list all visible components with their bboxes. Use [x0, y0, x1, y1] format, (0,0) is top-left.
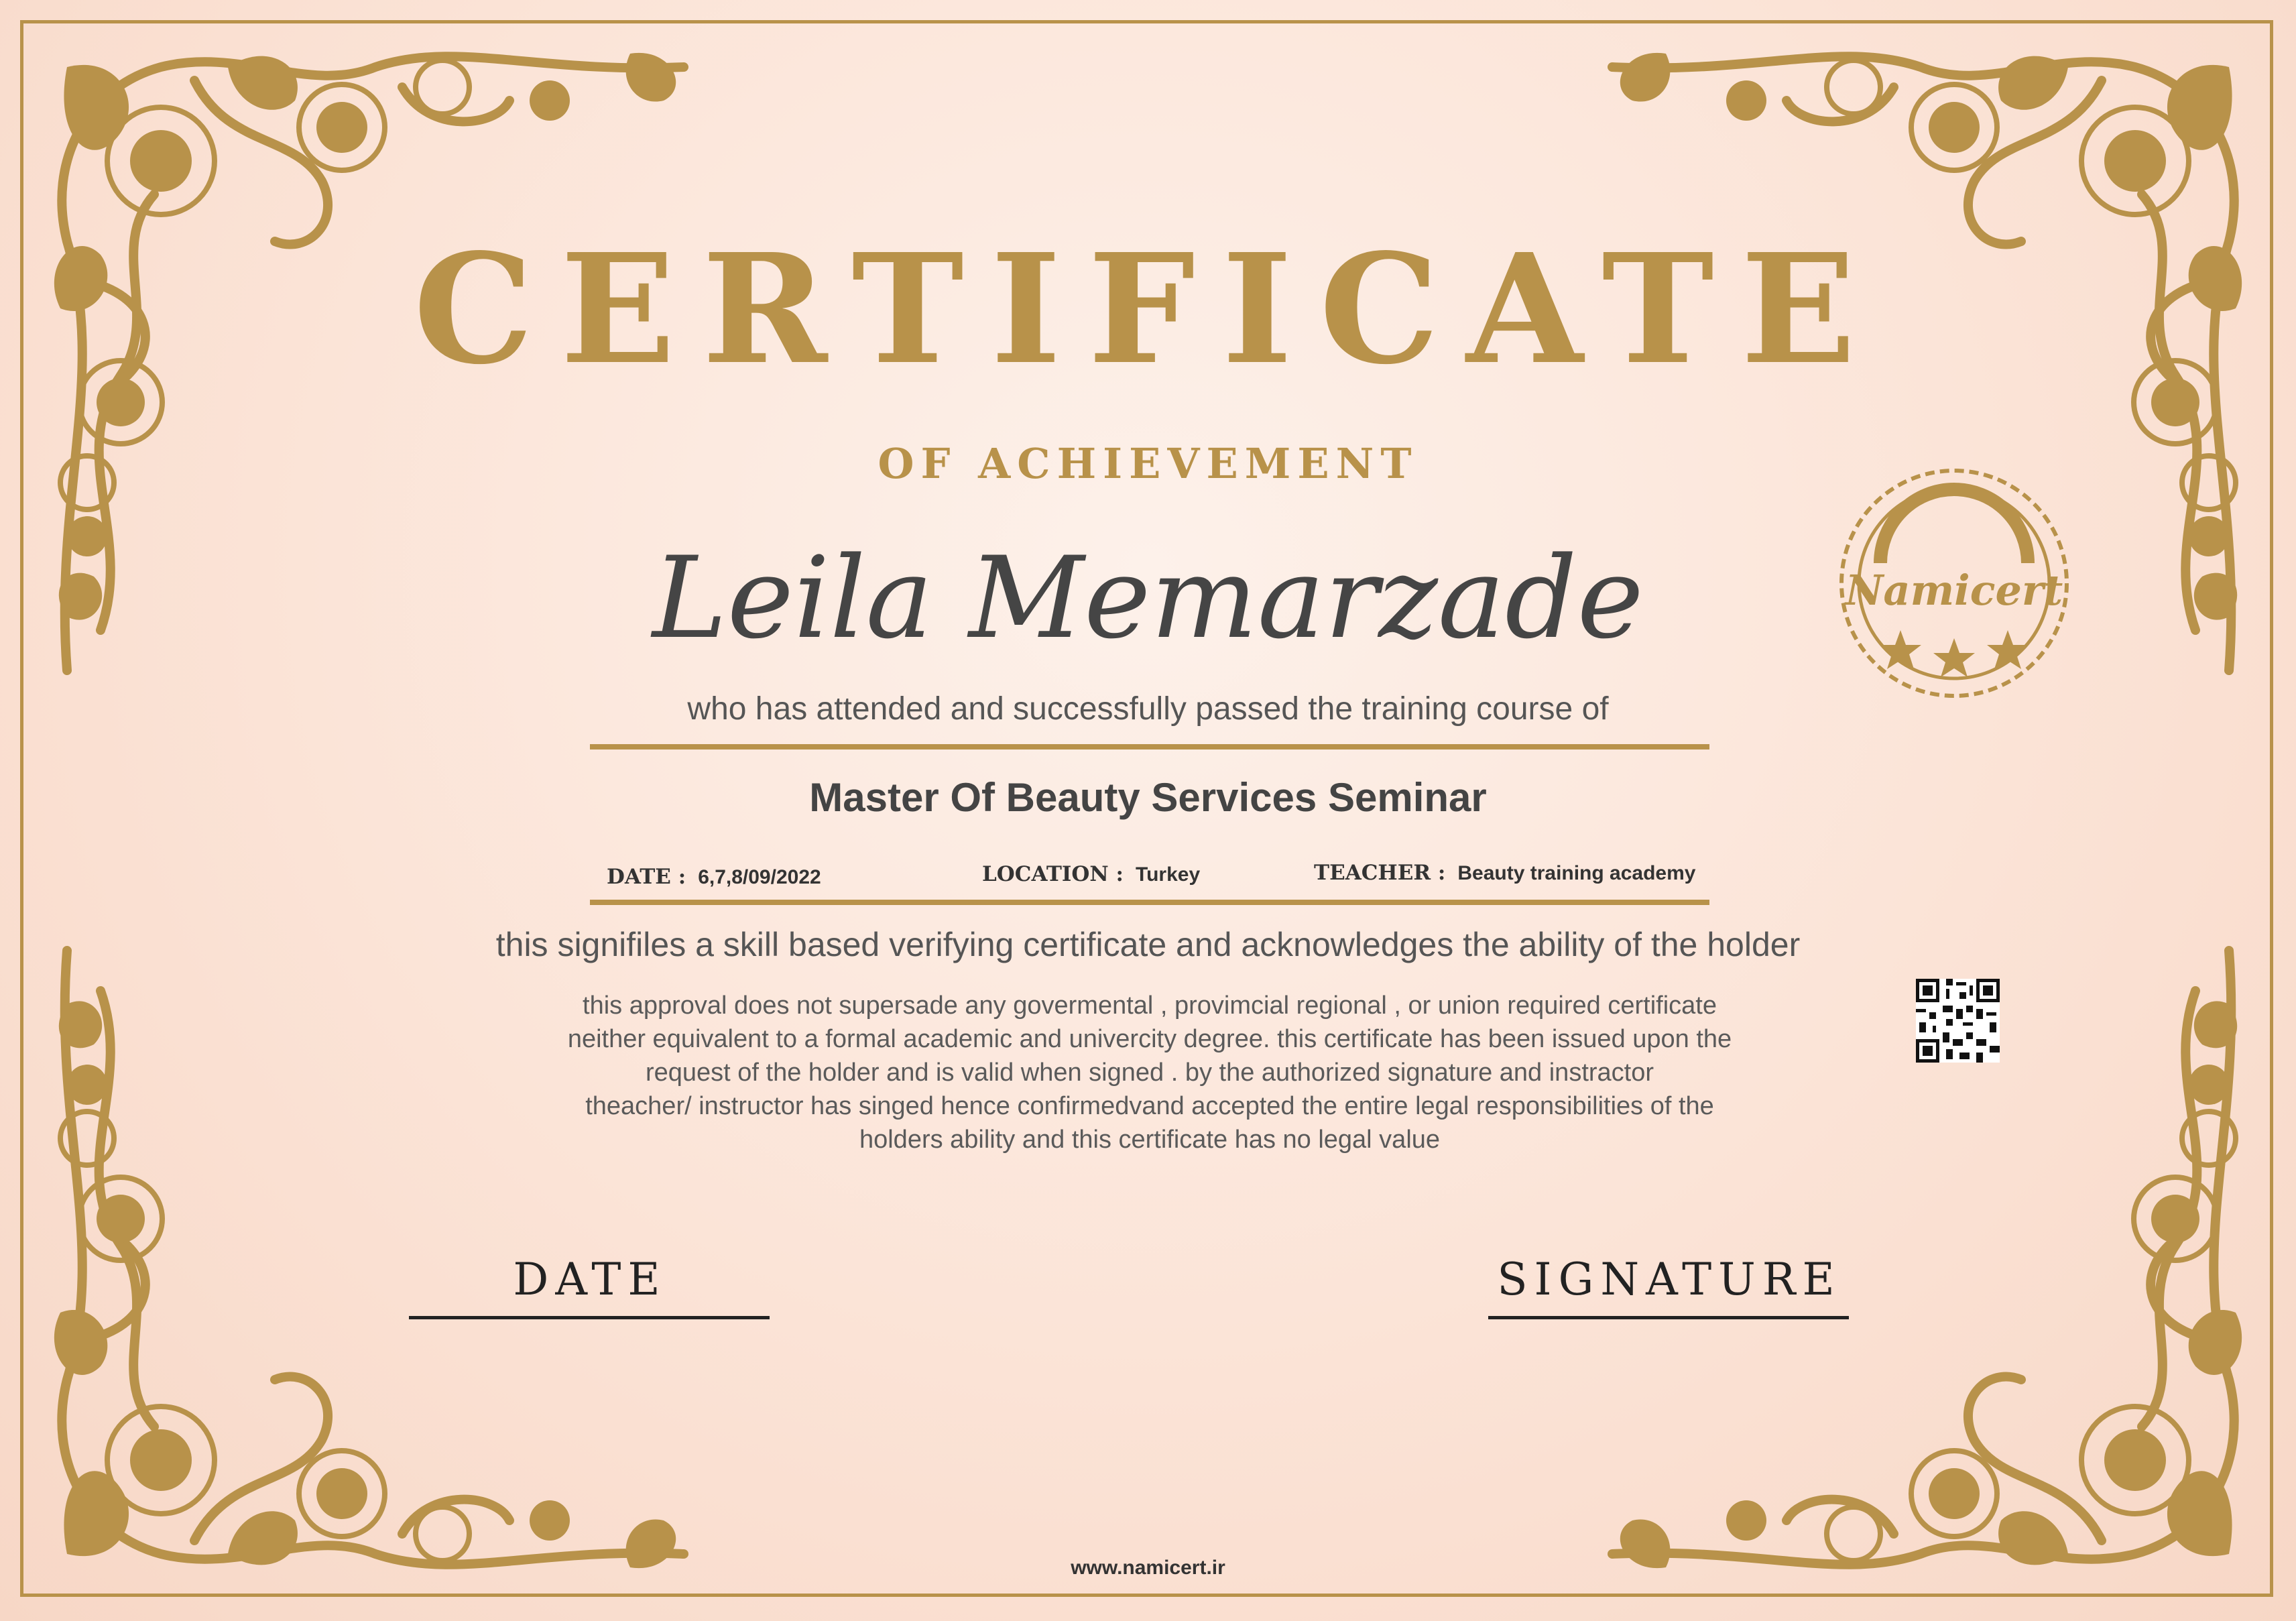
- attended-statement: who has attended and successfully passed the training course of: [687, 691, 1609, 727]
- date-signature-line: [409, 1316, 770, 1319]
- teacher-label: TEACHER :: [1314, 861, 1446, 885]
- legal-disclaimer: [530, 989, 1770, 1156]
- teacher-value: Beauty training academy: [1457, 862, 1696, 884]
- seal-graphic: [1833, 463, 2075, 704]
- seal-brand-text: Namicert: [1845, 566, 2063, 615]
- signifies-statement: this signifiles a skill based verifying certificate and acknowledges the ability of the holder: [495, 926, 1801, 963]
- qr-code[interactable]: [1916, 979, 2000, 1063]
- signature-line: [1488, 1316, 1849, 1319]
- legal-line: holders ability and this certificate has no legal value: [859, 1126, 1441, 1154]
- course-details: [607, 858, 1706, 892]
- location-value: Turkey: [1135, 863, 1201, 886]
- certificate-subtitle: OF ACHIEVEMENT: [878, 439, 1418, 488]
- signature-caption: SIGNATURE: [1497, 1254, 1841, 1305]
- date-detail: [607, 865, 821, 889]
- divider-bottom: [590, 900, 1709, 905]
- legal-line: request of the holder and is valid when signed . by the authorized signature and instractor: [645, 1059, 1654, 1087]
- teacher-detail: [1314, 861, 1695, 885]
- namicert-seal: [1833, 463, 2075, 704]
- date-value: 6,7,8/09/2022: [698, 866, 821, 888]
- date-caption: DATE: [513, 1254, 667, 1305]
- divider-top: [590, 744, 1709, 749]
- recipient-name: Leila Memarzade: [652, 532, 1644, 664]
- qr-code-graphic: [1916, 979, 2000, 1063]
- legal-line: theacher/ instructor has singed hence confirmedvand accepted the entire legal responsibilities of the: [585, 1092, 1714, 1120]
- legal-line: this approval does not supersade any govermental , provimcial regional , or union required certificate: [583, 992, 1717, 1020]
- location-label: LOCATION :: [982, 862, 1124, 886]
- website-link[interactable]: www.namicert.ir: [1071, 1557, 1225, 1579]
- course-name: Master Of Beauty Services Seminar: [809, 775, 1487, 820]
- location-detail: [982, 862, 1200, 886]
- date-label: DATE :: [607, 865, 686, 889]
- certificate-title: CERTIFICATE: [413, 221, 1883, 398]
- legal-line: neither equivalent to a formal academic and univercity degree. this certificate has been issued upon the: [567, 1025, 1732, 1053]
